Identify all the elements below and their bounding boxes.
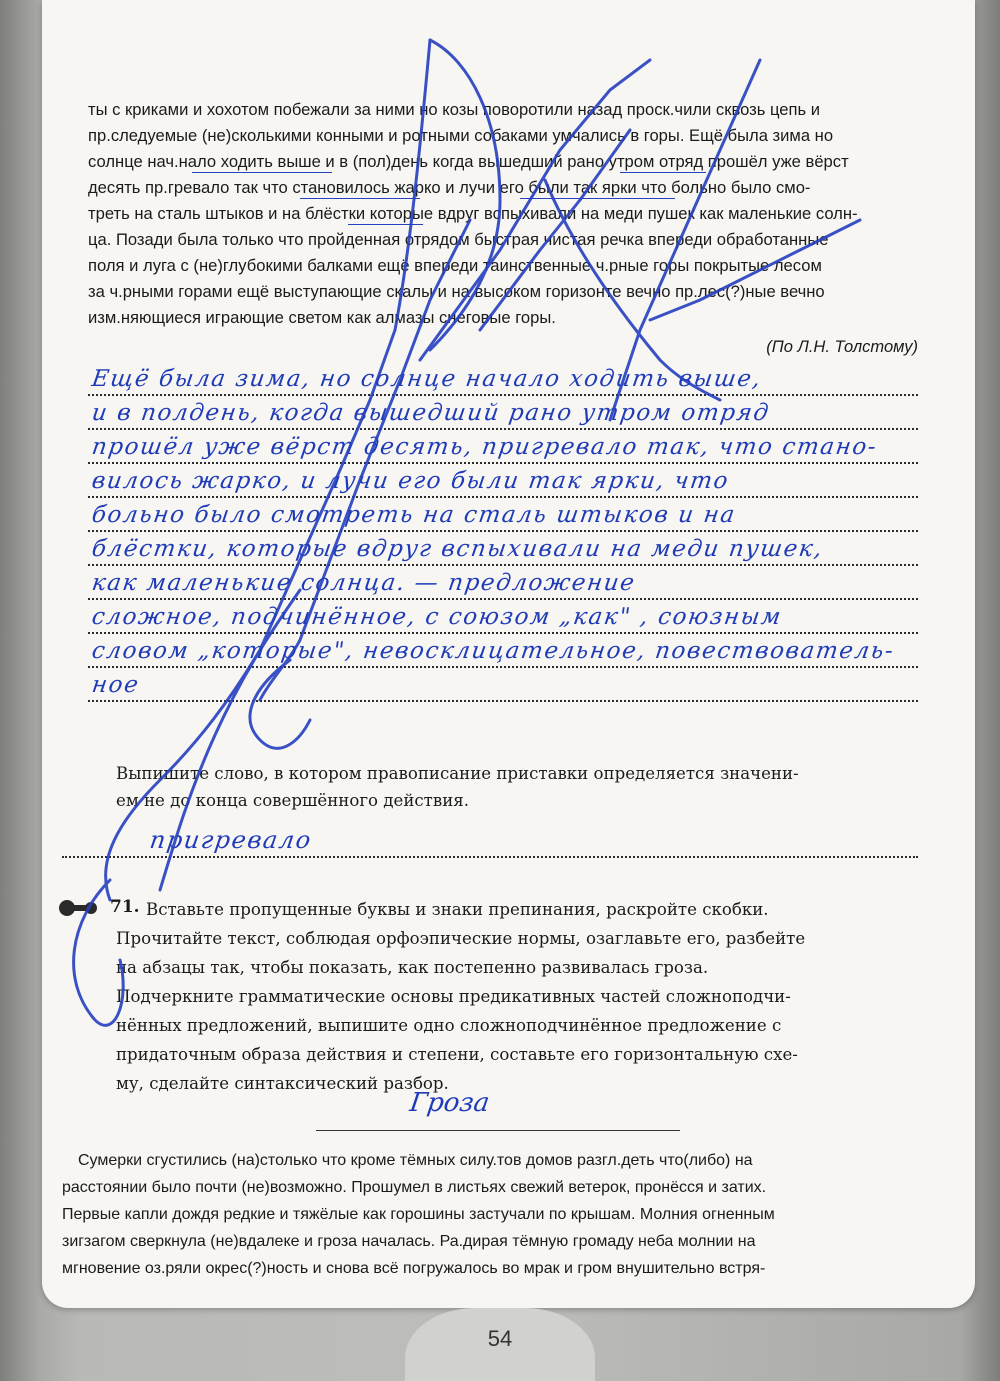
task-number: 71.: [110, 897, 140, 917]
ruled-line: [88, 530, 918, 532]
ruled-line: [88, 666, 918, 668]
handwritten-line: словом „которые", невосклицательное, повествователь-: [90, 638, 897, 664]
text-line: расстоянии было почти (не)возможно. Прошумел в листьях свежий ветерок, пронёсся и затих.: [62, 1179, 767, 1196]
ruled-line: [88, 394, 918, 396]
task-line: Вставьте пропущенные буквы и знаки препинания, раскройте скобки.: [146, 900, 769, 919]
underline-mark: [520, 198, 675, 199]
text-line: солнце нач.нало ходить выше и в (пол)день когда вышедший рано утром отряд прошёл уже вёрст: [88, 152, 849, 171]
underline-mark: [348, 224, 423, 225]
text-line: пр.следуемые (не)сколькими конными и ротными собаками умчались в горы. Ещё была зима но: [88, 126, 834, 145]
text-line: ты с криками и хохотом побежали за ними но козы поворотили назад проск.чили сквозь цепь и: [88, 100, 821, 119]
title-answer: Гроза: [407, 1088, 492, 1118]
ruled-line: [88, 700, 918, 702]
text-line: Первые капли дождя редкие и тяжёлые как горошины застучали по крышам. Молния огненным: [62, 1206, 775, 1223]
handwritten-line: больно было смотреть на сталь штыков и на: [90, 502, 738, 528]
question-answer: пригревало: [148, 826, 314, 854]
key-icon: [58, 897, 98, 919]
underline-mark: [300, 198, 420, 199]
text-line: мгновение оз.ряли окрес(?)ность и снова всё погружалось во мрак и гром внушительно встря-: [62, 1260, 766, 1277]
text-line: ца. Позади была только что пройденная отрядом быстрая чистая речка впереди обработанные: [88, 230, 829, 249]
question-line: ем не до конца совершённого действия.: [116, 791, 469, 810]
task-line: на абзацы так, чтобы показать, как постепенно развивалась гроза.: [116, 958, 709, 977]
question-line: Выпишите слово, в котором правописание приставки определяется значени-: [116, 764, 799, 783]
handwritten-line: и в полдень, когда вышедший рано утром отряд: [90, 400, 772, 426]
handwritten-line: Ещё была зима, но солнце начало ходить выше,: [90, 366, 764, 392]
ruled-line: [88, 428, 918, 430]
text-line: десять пр.гревало так что становилось жарко и лучи его были так ярки что больно было смо-: [88, 178, 811, 197]
ruled-line: [62, 856, 918, 858]
ruled-line: [88, 598, 918, 600]
task-line: му, сделайте синтаксический разбор.: [116, 1074, 449, 1093]
handwritten-line: ное: [90, 672, 142, 698]
page-number-tab: [405, 1308, 595, 1381]
ruled-line: [88, 462, 918, 464]
handwritten-line: прошёл уже вёрст десять, пригревало так, что стано-: [90, 434, 880, 460]
underline-mark: [620, 172, 706, 173]
task-line: Подчеркните грамматические основы предикативных частей сложноподчи-: [116, 987, 791, 1006]
ruled-line: [88, 564, 918, 566]
handwritten-line: сложное, подчинённое, с союзом „как" , союзным: [90, 604, 784, 630]
text-line: поля и луга с (не)глубокими балками ещё впереди таинственные ч.рные горы покрытые лесом: [88, 256, 822, 275]
handwritten-line: вилось жарко, и лучи его были так ярки, что: [90, 468, 731, 494]
task-line: придаточным образа действия и степени, составьте его горизонтальную схе-: [116, 1045, 798, 1064]
task-line: нённых предложений, выпишите одно сложноподчинённое предложение с: [116, 1016, 782, 1035]
text-line: зигзагом сверкнула (не)вдалеке и гроза началась. Ра.дирая тёмную громаду неба молнии на: [62, 1233, 756, 1250]
handwritten-line: как маленькие солнца. — предложение: [90, 570, 638, 596]
ruled-line: [88, 496, 918, 498]
text-line: Сумерки сгустились (на)столько что кроме тёмных силу.тов домов разгл.деть что(либо) на: [78, 1152, 753, 1169]
ruled-line: [88, 632, 918, 634]
task-line: Прочитайте текст, соблюдая орфоэпические нормы, озаглавьте его, разбейте: [116, 929, 806, 948]
text-line: треть на сталь штыков и на блёстки которые вдруг вспыхивали на меди пушек как маленькие солн-: [88, 204, 858, 223]
title-answer-line: [316, 1130, 680, 1131]
page-number: 54: [487, 1326, 513, 1351]
underline-mark: [192, 172, 332, 173]
source-attribution: (По Л.Н. Толстому): [766, 338, 918, 356]
text-line: изм.няющиеся играющие светом как алмазы снеговые горы.: [88, 308, 556, 327]
text-line: за ч.рными горами ещё выступающие скалы и на высоком горизонте вечно пр.лес(?)ные вечно: [88, 282, 825, 301]
handwritten-line: блёстки, которые вдруг вспыхивали на меди пушек,: [90, 536, 825, 562]
